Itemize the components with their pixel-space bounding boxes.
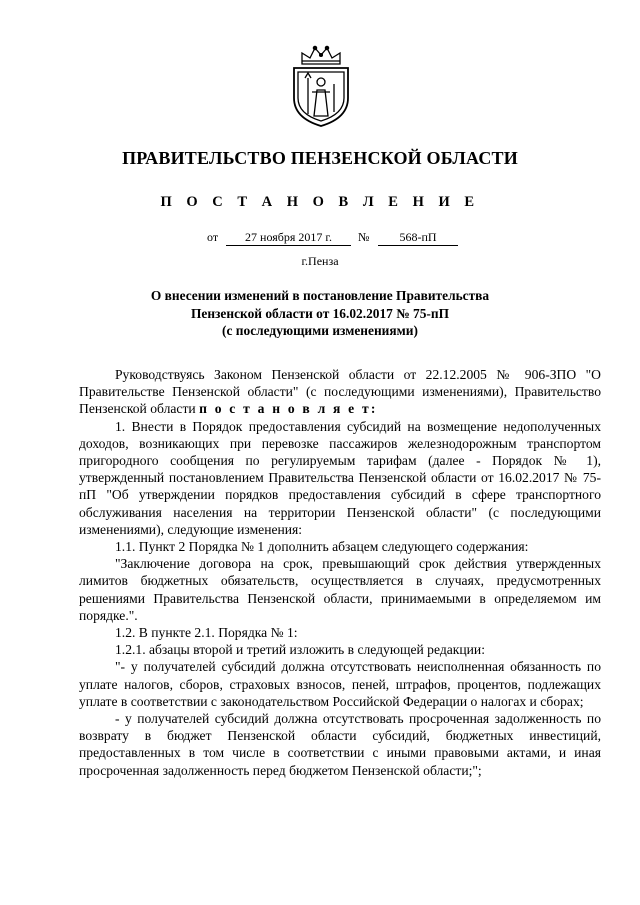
intro-paragraph (79, 366, 601, 418)
title-line: (с последующими изменениями) (222, 323, 418, 338)
resolves-word: п о с т а н о в л я е т: (199, 401, 378, 417)
quote-paragraph-2: - у получателей субсидий должна отсутствовать просроченная задолженность по возврату в бюджет Пензенской области субсидий, бюджетных инвестиций, предоставленных в том числе в соответствии с иными правовыми актами, и иная просроченная задолженность перед бюджетом Пензенской области;"; (79, 711, 601, 778)
city: г.Пенза (301, 254, 339, 268)
number-sign: № (358, 230, 370, 244)
document-number: 568-пП (378, 230, 458, 246)
paragraph-1-2-1: 1.2.1. абзацы второй и третий изложить в следующей редакции: (115, 642, 485, 658)
document-type: П О С Т А Н О В Л Е Н И Е (160, 194, 480, 210)
paragraph-1: 1. Внести в Порядок предоставления субсидий на возмещение недополученных доходов, возникающих при перевозке пассажиров железнодорожным транспортом пригородного сообщения по регулируемым тарифам (далее - Порядок № 1), утвержденный постановлением Правительства Пензенской области от 16.02.2017 № 75-пП "Об утверждении порядков предоставления субсидий в сфере транспортного обслуживания населения на территории Пензенской области" (с последующими изменениями), следующие изменения: (79, 418, 601, 537)
paragraph-1-1-quote: "Заключение договора на срок, превышающий срок действия утвержденных лимитов бюджетных обязательств, осуществляется в случаях, предусмотренных решениями Правительства Пензенской области, принимаемыми в определяемом им порядке.". (79, 556, 601, 623)
date-prefix: от (207, 230, 219, 244)
document-body (79, 366, 601, 779)
coat-of-arms-icon (288, 44, 354, 128)
organization-name: ПРАВИТЕЛЬСТВО ПЕНЗЕНСКОЙ ОБЛАСТИ (122, 148, 518, 168)
paragraph-1-1: 1.1. Пункт 2 Порядка № 1 дополнить абзацем следующего содержания: (115, 539, 529, 555)
paragraph-1-2: 1.2. В пункте 2.1. Порядка № 1: (115, 625, 298, 641)
document-title (100, 287, 540, 340)
title-line: О внесении изменений в постановление Правительства (150, 288, 490, 303)
quote-paragraph-1: "- у получателей субсидий должна отсутствовать неисполненная обязанность по уплате налогов, сборов, страховых взносов, пеней, штрафов, процентов, подлежащих уплате в соответствии с законодательством Российской Федерации о налогах и сборах; (79, 659, 601, 709)
intro-text: Руководствуясь Законом Пензенской области от 22.12.2005 № 906-ЗПО "О Правительстве Пензенской области" (с последующими изменениями), Правительство Пензенской области (79, 367, 601, 417)
document-date: 27 ноября 2017 г. (226, 230, 351, 246)
title-line: Пензенской области от 16.02.2017 № 75-пП (190, 305, 450, 321)
date-number-line (0, 230, 640, 248)
